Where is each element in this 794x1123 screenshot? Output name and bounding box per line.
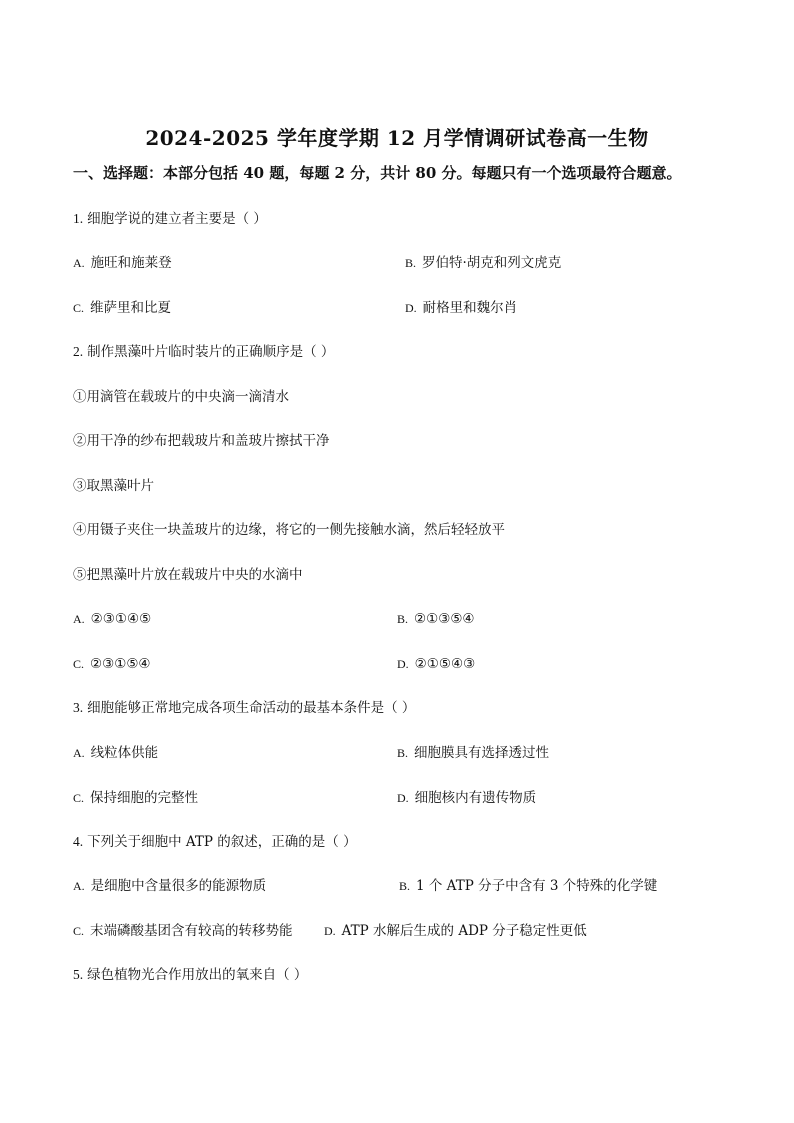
question-5-stem bbox=[73, 966, 307, 984]
option-text: 末端磷酸基团含有较高的转移势能 bbox=[90, 923, 293, 939]
question-text: 绿色植物光合作用放出的氧来自（ ） bbox=[87, 967, 308, 983]
question-text: 细胞学说的建立者主要是（ ） bbox=[87, 211, 267, 227]
q3-option-a[interactable] bbox=[73, 744, 158, 762]
q4-option-c[interactable] bbox=[73, 922, 293, 940]
option-letter: D. bbox=[324, 924, 336, 938]
option-letter: D. bbox=[397, 791, 409, 805]
q2-step-3: ③取黑藻叶片 bbox=[73, 478, 154, 494]
option-letter: C. bbox=[73, 791, 85, 805]
option-text: ②③①④⑤ bbox=[90, 611, 152, 627]
option-letter: A. bbox=[73, 612, 85, 626]
option-text: 细胞膜具有选择透过性 bbox=[414, 745, 550, 761]
q2-option-d[interactable] bbox=[397, 655, 475, 673]
option-letter: C. bbox=[73, 301, 85, 315]
option-text: 1 个 ATP 分子中含有 3 个特殊的化学键 bbox=[416, 878, 658, 894]
option-letter: D. bbox=[397, 657, 409, 671]
q4-option-a[interactable] bbox=[73, 877, 266, 895]
option-text: 耐格里和魏尔肖 bbox=[422, 300, 518, 316]
option-letter: A. bbox=[73, 879, 85, 893]
q1-option-d[interactable] bbox=[405, 299, 517, 317]
q4-option-d[interactable] bbox=[324, 922, 587, 940]
option-text: 细胞核内有遗传物质 bbox=[414, 790, 537, 806]
option-letter: B. bbox=[405, 256, 417, 270]
option-text: ATP 水解后生成的 ADP 分子稳定性更低 bbox=[341, 923, 587, 939]
question-text: 制作黑藻叶片临时装片的正确顺序是（ ） bbox=[87, 344, 335, 360]
q2-option-a[interactable] bbox=[73, 610, 151, 628]
question-number: 4. bbox=[73, 834, 84, 849]
q2-step-1: ①用滴管在载玻片的中央滴一滴清水 bbox=[73, 389, 289, 405]
question-3-stem bbox=[73, 699, 415, 717]
q2-option-b[interactable] bbox=[397, 610, 475, 628]
question-4-stem bbox=[73, 833, 357, 851]
option-text: 维萨里和比夏 bbox=[90, 300, 172, 316]
q2-step-4: ④用镊子夹住一块盖玻片的边缘，将它的一侧先接触水滴，然后轻轻放平 bbox=[73, 522, 505, 538]
q2-step-2: ②用干净的纱布把载玻片和盖玻片擦拭干净 bbox=[73, 433, 330, 449]
q2-option-c[interactable] bbox=[73, 655, 151, 673]
option-letter: B. bbox=[399, 879, 411, 893]
option-letter: A. bbox=[73, 256, 85, 270]
question-number: 1. bbox=[73, 211, 84, 226]
q2-step-5: ⑤把黑藻叶片放在载玻片中央的水滴中 bbox=[73, 567, 303, 583]
q3-option-c[interactable] bbox=[73, 789, 198, 807]
option-text: 保持细胞的完整性 bbox=[90, 790, 199, 806]
option-letter: C. bbox=[73, 924, 85, 938]
question-text: 下列关于细胞中 ATP 的叙述，正确的是（ ） bbox=[87, 834, 357, 850]
question-1-stem bbox=[73, 210, 267, 228]
question-number: 2. bbox=[73, 344, 84, 359]
q3-option-b[interactable] bbox=[397, 744, 549, 762]
option-letter: D. bbox=[405, 301, 417, 315]
q1-option-c[interactable] bbox=[73, 299, 171, 317]
option-letter: B. bbox=[397, 612, 409, 626]
question-number: 5. bbox=[73, 967, 84, 982]
section-heading: 一、选择题：本部分包括 40 题，每题 2 分，共计 80 分。每题只有一个选项最符合题意。 bbox=[73, 164, 682, 182]
option-text: 罗伯特·胡克和列文虎克 bbox=[422, 255, 562, 271]
q1-option-a[interactable] bbox=[73, 254, 172, 272]
option-text: ②①③⑤④ bbox=[414, 611, 475, 627]
question-number: 3. bbox=[73, 700, 84, 715]
question-text: 细胞能够正常地完成各项生命活动的最基本条件是（ ） bbox=[87, 700, 416, 716]
option-letter: A. bbox=[73, 746, 85, 760]
question-2-stem bbox=[73, 343, 334, 361]
option-text: 施旺和施莱登 bbox=[90, 255, 172, 271]
option-letter: B. bbox=[397, 746, 409, 760]
q4-option-b[interactable] bbox=[399, 877, 657, 895]
option-text: 线粒体供能 bbox=[90, 745, 159, 761]
option-letter: C. bbox=[73, 657, 85, 671]
exam-title: 2024-2025 学年度学期 12 月学情调研试卷高一生物 bbox=[145, 126, 649, 150]
option-text: ②①⑤④③ bbox=[414, 656, 476, 672]
option-text: ②③①⑤④ bbox=[90, 656, 151, 672]
q3-option-d[interactable] bbox=[397, 789, 536, 807]
q1-option-b[interactable] bbox=[405, 254, 561, 272]
option-text: 是细胞中含量很多的能源物质 bbox=[90, 878, 267, 894]
